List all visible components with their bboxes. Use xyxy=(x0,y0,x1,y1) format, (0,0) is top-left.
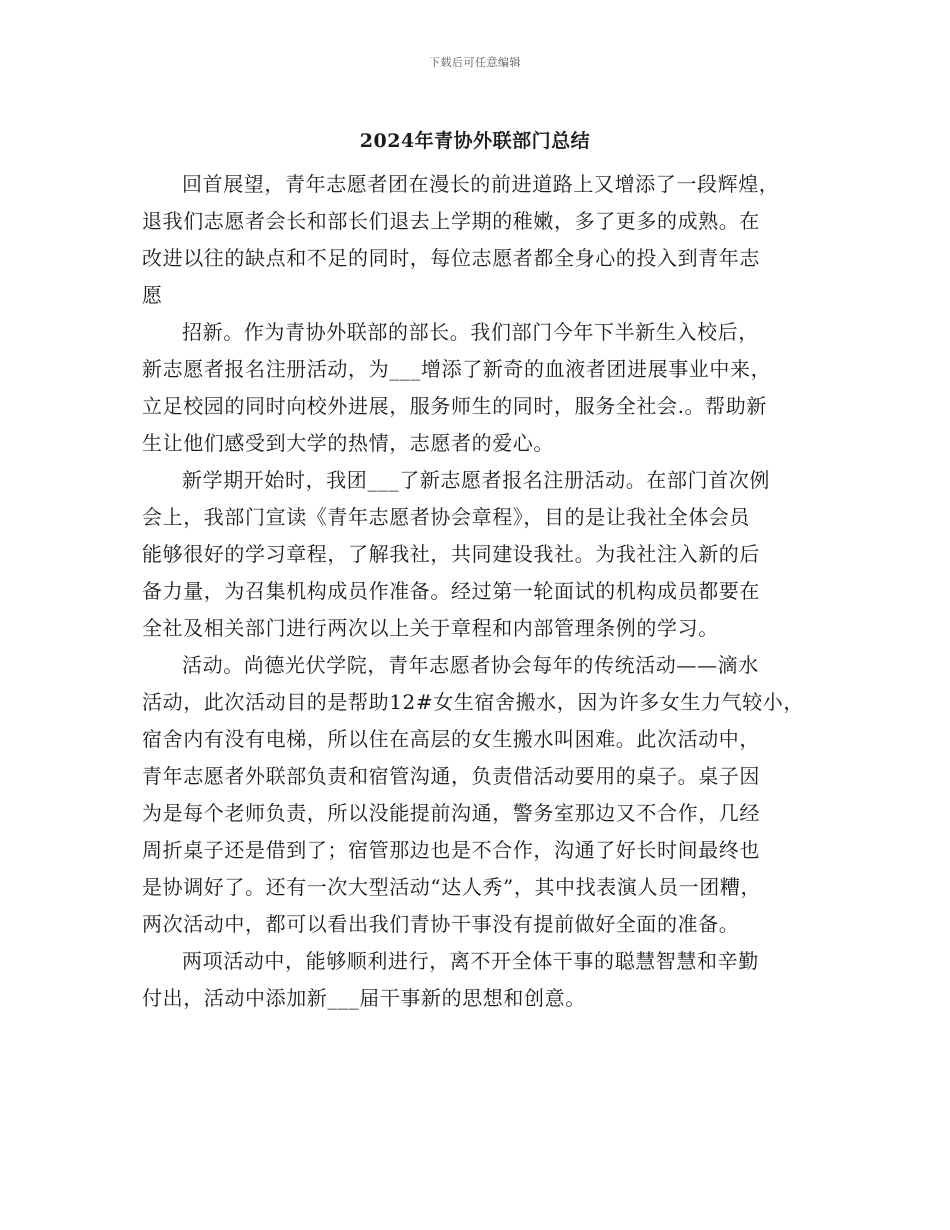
text-line: 新志愿者报名注册活动，为___增添了新奇的血液者团进展事业中来， xyxy=(142,357,772,381)
text-line: 愿 xyxy=(142,283,163,307)
paragraph-recruitment xyxy=(142,314,814,462)
paragraph-conclusion xyxy=(142,943,814,1017)
text-line: 两项活动中，能够顺利进行，离不开全体干事的聪慧智慧和辛勤 xyxy=(182,949,759,973)
text-line: 退我们志愿者会长和部长们退去上学期的稚嫩，多了更多的成熟。在 xyxy=(142,209,760,233)
paragraph-activities xyxy=(142,647,814,943)
text-line: 活动，此次活动目的是帮助12#女生宿舍搬水，因为许多女生力气较小， xyxy=(142,690,805,714)
paragraph-new-semester xyxy=(142,462,814,647)
text-line: 是协调好了。还有一次大型活动“达人秀”，其中找表演人员一团糟， xyxy=(142,875,762,899)
text-line: 立足校园的同时向校外进展，服务师生的同时，服务全社会.。帮助新 xyxy=(142,394,767,418)
text-line: 全社及相关部门进行两次以上关于章程和内部管理条例的学习。 xyxy=(142,616,719,640)
document-body xyxy=(142,166,814,1017)
text-line: 会上，我部门宣读《青年志愿者协会章程》，目的是让我社全体会员 xyxy=(142,505,750,529)
page-header-note: 下载后可任意编辑 xyxy=(429,56,521,69)
text-line: 回首展望，青年志愿者团在漫长的前进道路上又增添了一段辉煌， xyxy=(182,172,780,196)
text-line: 两次活动中，都可以看出我们青协干事没有提前做好全面的准备。 xyxy=(142,912,740,936)
text-line: 宿舍内有没有电梯，所以住在高层的女生搬水叫困难。此次活动中， xyxy=(142,727,760,751)
text-line: 改进以往的缺点和不足的同时，每位志愿者都全身心的投入到青年志 xyxy=(142,246,760,270)
text-line: 周折桌子还是借到了；宿管那边也是不合作，沟通了好长时间最终也 xyxy=(142,838,760,862)
text-line: 招新。作为青协外联部的部长。我们部门今年下半新生入校后， xyxy=(182,320,759,344)
text-line: 付出，活动中添加新___届干事新的思想和创意。 xyxy=(142,986,586,1010)
text-line: 青年志愿者外联部负责和宿管沟通，负责借活动要用的桌子。桌子因 xyxy=(142,764,760,788)
text-line: 生让他们感受到大学的热情，志愿者的爱心。 xyxy=(142,431,554,455)
text-line: 备力量，为召集机构成员作准备。经过第一轮面试的机构成员都要在 xyxy=(142,579,760,603)
paragraph-intro xyxy=(142,166,814,314)
document-title: 2024年青协外联部门总结 xyxy=(359,130,591,152)
text-line: 新学期开始时，我团___了新志愿者报名注册活动。在部门首次例 xyxy=(182,468,770,492)
text-line: 能够很好的学习章程，了解我社，共同建设我社。为我社注入新的后 xyxy=(142,542,760,566)
text-line: 活动。尚德光伏学院，青年志愿者协会每年的传统活动——滴水 xyxy=(182,653,759,677)
text-line: 为是每个老师负责，所以没能提前沟通，警务室那边又不合作，几经 xyxy=(142,801,760,825)
